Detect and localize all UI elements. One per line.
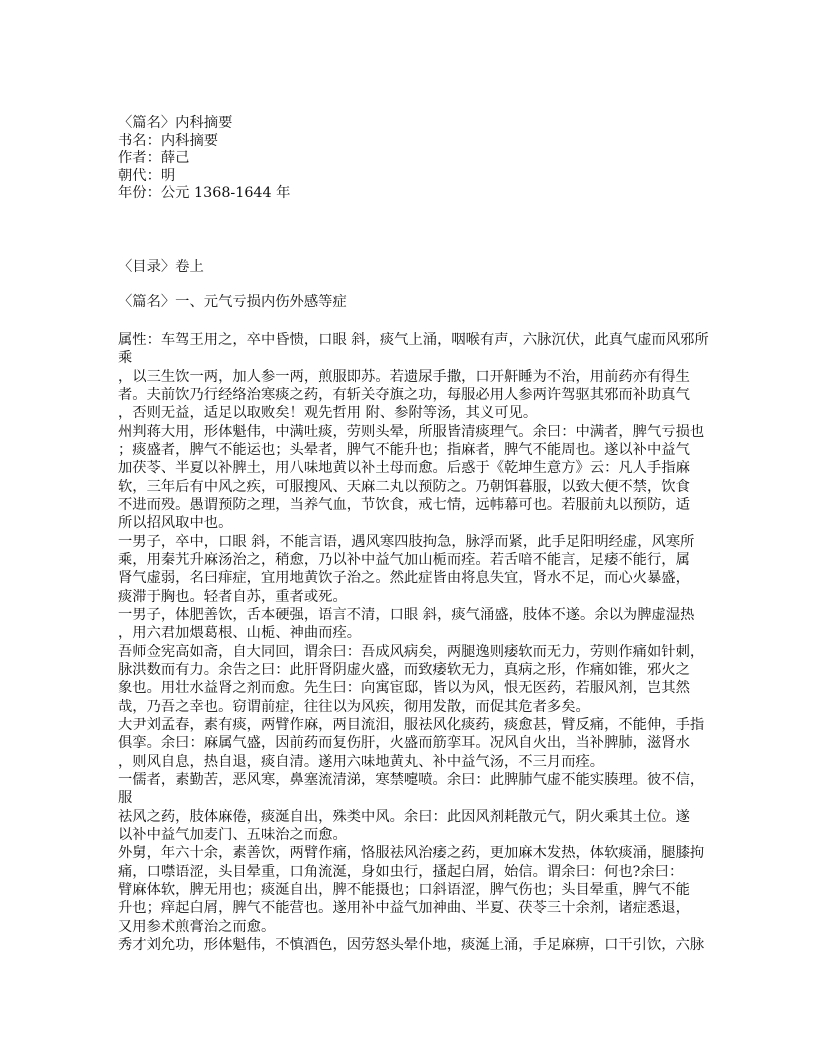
- toc-heading: [118, 259, 204, 277]
- text-line: 升也；痒起白屑，脾气不能营也。遂用补中益气加神曲、半夏、茯苓三十余剂，诸症悉退，: [118, 900, 690, 917]
- text-line: 不进而殁。愚谓预防之理，当养气血，节饮食，戒七情，远帏幕可也。若服前丸以预防，适: [118, 496, 690, 513]
- metadata-line: 年份：公元 1368-1644 年: [118, 185, 291, 202]
- text-line: 吾师佥宪高如斋，自大同回，谓余曰：吾成风病矣，两腿逸则痿软而无力，劳则作痛如针刺，: [118, 643, 705, 660]
- text-line: 乘: [118, 350, 133, 367]
- text-line: 州判蒋大用，形体魁伟，中满吐痰，劳则头晕，所服皆清痰理气。余曰：中满者，脾气亏损也: [118, 423, 705, 440]
- text-line: 乘，用秦艽升麻汤治之，稍愈，乃以补中益气加山栀而痊。若舌喑不能言，足痿不能行，属: [118, 551, 690, 568]
- text-line: 痰滞于胸也。轻者自苏，重者或死。: [118, 588, 347, 605]
- metadata-line: 书名：内科摘要: [118, 132, 219, 149]
- text-line: 哉，乃吾之幸也。窃谓前症，往往以为风疾，彻用发散，而促其危者多矣。: [118, 698, 590, 715]
- body-text: [118, 331, 709, 954]
- text-line: 软，三年后有中风之疾，可服搜风、天麻二丸以预防之。乃朝饵暮服，以致大便不禁，饮食: [118, 478, 690, 495]
- text-line: 属性：车驾王用之，卒中昏愦，口眼 斜，痰气上涌，咽喉有声，六脉沉伏，此真气虚而风邪所: [118, 332, 709, 348]
- text-line: 外舅，年六十余，素善饮，两臂作痛，恪服祛风治痿之药，更加麻木发热，体软痰涌，腿膝拘: [118, 845, 705, 862]
- text-line: 肾气虚弱，名曰痱症，宜用地黄饮子治之。然此症皆由将息失宜，肾水不足，而心火暴盛，: [118, 570, 690, 587]
- text-line: 以补中益气加麦门、五味治之而愈。: [118, 826, 347, 843]
- text-line: 服: [118, 790, 133, 807]
- text-line: 痛，口噤语涩，头目晕重，口角流涎，身如虫行，搔起白屑，始信。谓余曰：何也?余曰：: [118, 863, 684, 880]
- text-line: ，以三生饮一两，加人参一两，煎服即苏。若遗尿手撒，口开鼾睡为不治，用前药亦有得生: [118, 368, 690, 385]
- text-line: 象也。用壮水益肾之剂而愈。先生曰：向寓宦邸，皆以为风，恨无医药，若服风剂，岂其然: [118, 680, 690, 697]
- section-title: 〈篇名〉一、元气亏损内伤外感等症: [118, 294, 347, 310]
- text-line: ，否则无益，适足以取败矣！观先哲用 附、参附等汤，其义可见。: [118, 405, 538, 422]
- section-heading: [118, 294, 347, 312]
- text-line: 一儒者，素勤苦，恶风寒，鼻塞流清涕，寒禁嚏喷。余曰：此脾肺气虚不能实腠理。彼不信，: [118, 771, 705, 788]
- text-line: 祛风之药，肢体麻倦，痰涎自出，殊类中风。余曰：此因风剂耗散元气，阴火乘其土位。遂: [118, 808, 690, 825]
- text-line: 者。夫前饮乃行经络治寒痰之药，有斩关夺旗之功，每服必用人参两许驾驱其邪而补助真气: [118, 386, 690, 403]
- text-line: ；痰盛者，脾气不能运也；头晕者，脾气不能升也；指麻者，脾气不能周也。遂以补中益气: [118, 441, 690, 458]
- text-line: 加茯苓、半夏以补脾土，用八味地黄以补土母而愈。后惑于《乾坤生意方》云：凡人手指麻: [118, 460, 690, 477]
- text-line: 一男子，体肥善饮，舌本硬强，语言不清，口眼 斜，痰气涌盛，肢体不遂。余以为脾虚湿热: [118, 606, 695, 623]
- metadata-line: 朝代：明: [118, 167, 176, 184]
- text-line: ，用六君加煨葛根、山栀、神曲而痊。: [118, 625, 362, 642]
- text-line: 俱挛。余曰：麻属气盛，因前药而复伤肝，火盛而筋挛耳。况风自火出，当补脾肺，滋肾水: [118, 735, 690, 752]
- text-line: 又用参术煎膏治之而愈。: [118, 918, 276, 935]
- text-line: ，则风自息，热自退，痰自清。遂用六味地黄丸、补中益气汤，不三月而痊。: [118, 753, 605, 770]
- metadata-line: 〈篇名〉内科摘要: [118, 115, 233, 131]
- text-line: 秀才刘允功，形体魁伟，不慎酒色，因劳怒头晕仆地，痰涎上涌，手足麻痹，口干引饮，六脉: [118, 936, 705, 953]
- text-line: 臂麻体软，脾无用也；痰涎自出，脾不能摄也；口斜语涩，脾气伤也；头目晕重，脾气不能: [118, 881, 690, 898]
- metadata-line: 作者：薛己: [118, 150, 190, 167]
- book-metadata: [118, 115, 290, 203]
- text-line: 脉洪数而有力。余告之曰：此肝肾阴虚火盛，而致痿软无力，真病之形，作痛如锥，邪火之: [118, 661, 690, 678]
- toc-line: 〈目录〉卷上: [118, 259, 204, 275]
- text-line: 所以招风取中也。: [118, 515, 233, 532]
- text-line: 大尹刘孟春，素有痰，两臂作麻，两目流泪，服祛风化痰药，痰愈甚，臂反痛，不能伸，手指: [118, 716, 705, 733]
- text-line: 一男子，卒中，口眼 斜，不能言语，遇风寒四肢拘急，脉浮而紧，此手足阳明经虚，风寒所: [118, 533, 695, 550]
